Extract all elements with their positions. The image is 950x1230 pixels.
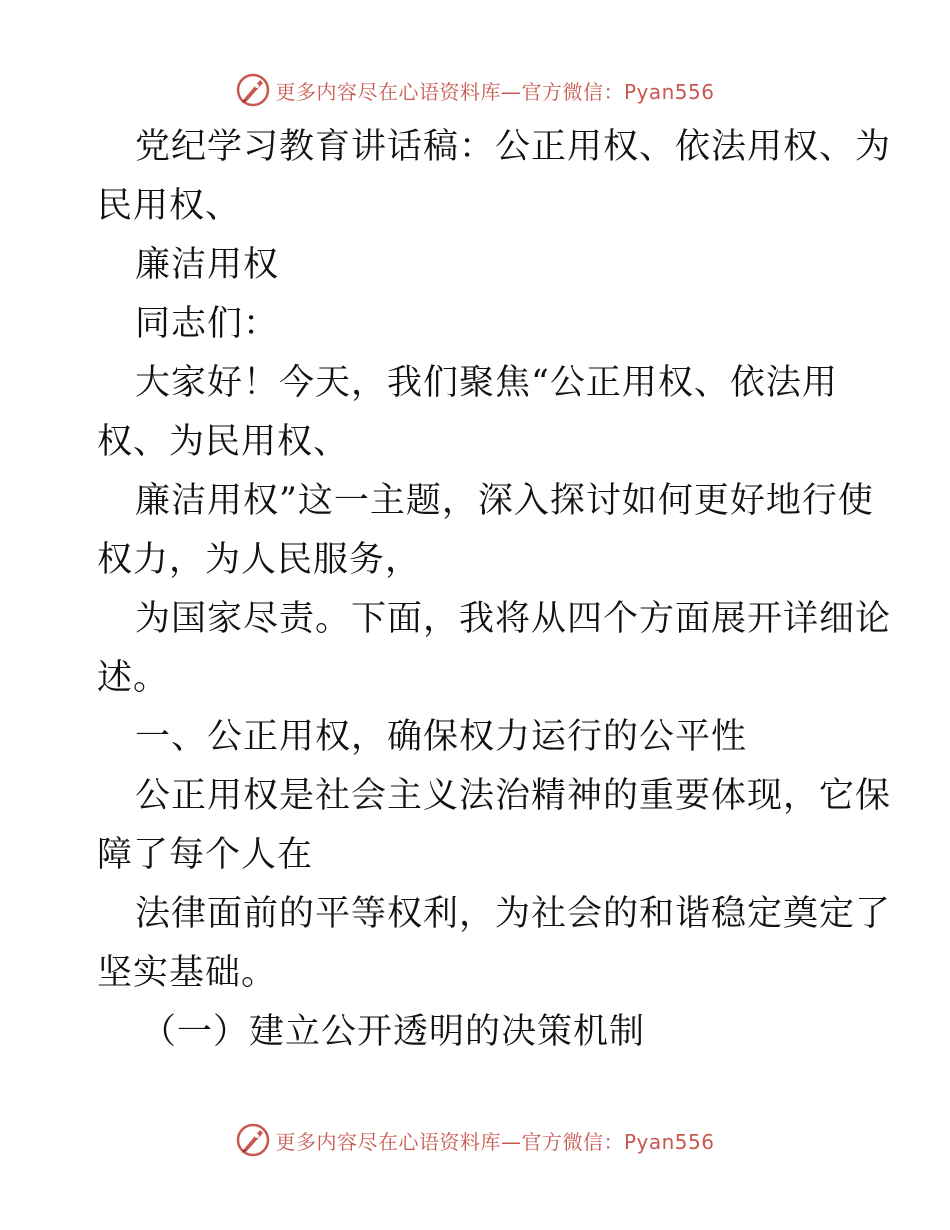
paragraph-line: 为国家尽责。下面，我将从四个方面展开详细论 — [135, 599, 892, 639]
paragraph-line: 述。 — [97, 658, 170, 698]
paragraph-line: 权力，为人民服务， — [97, 540, 422, 580]
document-title-line-2: 民用权、 — [97, 186, 242, 226]
paragraph-line: 廉洁用权”这一主题，深入探讨如何更好地行使 — [135, 481, 874, 521]
section-heading: 一、公正用权，确保权力运行的公平性 — [135, 717, 748, 757]
quill-pen-logo — [235, 72, 271, 108]
header-banner-text: 更多内容尽在心语资料库—官方微信：Pyan556 — [275, 79, 715, 104]
paragraph-line: 法律面前的平等权利，为社会的和谐稳定奠定了 — [135, 894, 892, 934]
subsection-heading: （一）建立公开透明的决策机制 — [141, 1012, 646, 1052]
document-title-line-3: 廉洁用权 — [135, 245, 280, 285]
footer-banner-text: 更多内容尽在心语资料库—官方微信：Pyan556 — [275, 1129, 715, 1154]
document-body — [97, 118, 892, 1062]
paragraph-line: 权、为民用权、 — [97, 422, 350, 462]
paragraph-line: 障了每个人在 — [97, 835, 314, 875]
paragraph-line: 坚实基础。 — [97, 953, 278, 993]
paragraph-line: 公正用权是社会主义法治精神的重要体现，它保 — [135, 776, 892, 816]
header-banner — [0, 70, 950, 110]
quill-pen-logo — [235, 1122, 271, 1158]
footer-banner — [0, 1120, 950, 1160]
salutation: 同志们： — [135, 304, 280, 344]
document-title-line-1: 党纪学习教育讲话稿：公正用权、依法用权、为 — [135, 127, 892, 167]
paragraph-line: 大家好！今天，我们聚焦“公正用权、依法用 — [135, 363, 838, 403]
